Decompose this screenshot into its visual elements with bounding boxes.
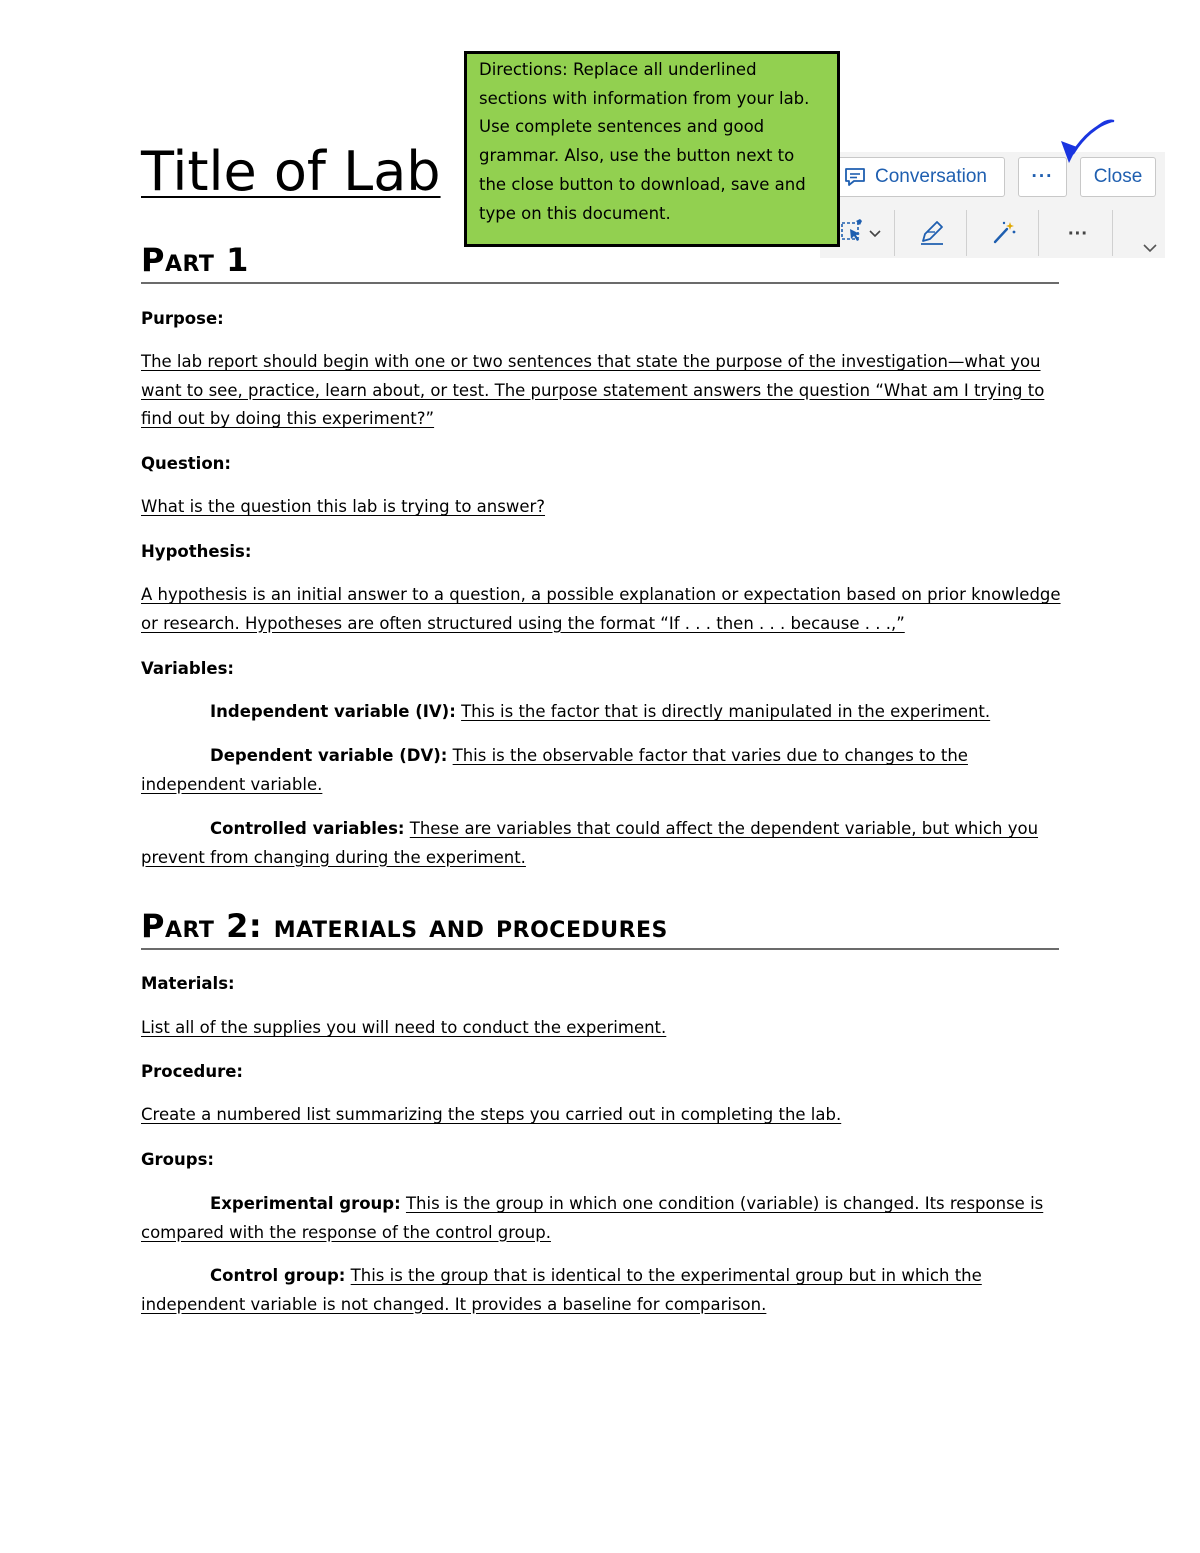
materials-underlined-text: List all of the supplies you will need to conduct the experiment. [141,1018,667,1037]
materials-text [141,1014,1061,1043]
control-group-paragraph [141,1262,1061,1319]
conversation-label: Conversation [875,166,987,187]
purpose-label: Purpose: [141,309,224,328]
cv-text: These are variables that could affect the dependent variable, but which you prevent from changing during the experiment. [141,819,1039,867]
question-underlined-text: What is the question this lab is trying to answer? [141,497,546,516]
chevron-down-icon [868,225,882,244]
magic-wand-button[interactable] [984,214,1024,254]
tools-more-button[interactable] [1056,214,1100,254]
magic-wand-icon [989,217,1019,251]
part1-heading: Part 1 [141,240,1059,284]
iv-label: Independent variable (IV): [210,702,456,721]
toolbar-separator [966,210,967,256]
part2-heading: Part 2: materials and procedures [141,906,1059,950]
more-icon: ··· [1068,222,1088,245]
directions-box [464,51,840,247]
exp-label: Experimental group: [210,1194,401,1213]
groups-label: Groups: [141,1150,214,1169]
close-label: Close [1093,166,1143,187]
directions-text: Directions: Replace all underlined sections with information from your lab. Use complete sentences and good grammar. Also, use the button next to the close button to download, save and type on this document. [479,60,810,223]
experimental-group-paragraph [141,1190,1061,1247]
conversation-icon [843,165,867,189]
question-label: Question: [141,454,232,473]
select-tool-icon [838,217,868,251]
expand-chevron-icon [1142,240,1158,260]
procedure-label: Procedure: [141,1062,244,1081]
pen-button[interactable] [912,214,952,254]
materials-label: Materials: [141,974,235,993]
pen-icon [917,217,947,251]
exp-text: This is the group in which one condition (variable) is changed. Its response is compared with the response of the control group. [141,1194,1044,1242]
question-text [141,493,1061,522]
dv-label: Dependent variable (DV): [210,746,448,765]
arrow-annotation [1055,115,1125,175]
ctrl-label: Control group: [210,1266,346,1285]
hypothesis-text [141,581,1061,638]
dependent-variable-paragraph [141,742,1061,799]
iv-text: This is the factor that is directly manipulated in the experiment. [461,702,991,721]
ctrl-text: This is the group that is identical to the experimental group but in which the independent variable is not changed. It provides a baseline for comparison. [141,1266,982,1314]
expand-toolbar-button[interactable] [1138,238,1162,262]
toolbar-separator [1112,210,1113,256]
toolbar-separator [894,210,895,256]
purpose-text [141,348,1061,434]
hypothesis-label: Hypothesis: [141,542,252,561]
toolbar-separator [1038,210,1039,256]
select-tool-button[interactable] [832,214,888,254]
procedure-text [141,1101,1061,1130]
purpose-underlined-text: The lab report should begin with one or two sentences that state the purpose of the investigation—what you want to see, practice, learn about, or test. The purpose statement answers the question “What am I trying to find out by doing this experiment?” [141,352,1045,428]
hypothesis-underlined-text: A hypothesis is an initial answer to a question, a possible explanation or expectation based on prior knowledge or research. Hypotheses are often structured using the format “If . . . then . . . because . . .,” [141,585,1061,633]
document-title: Title of Lab [141,140,441,203]
variables-label: Variables: [141,659,235,678]
cv-label: Controlled variables: [210,819,405,838]
independent-variable-paragraph [141,698,1061,727]
dv-text: This is the observable factor that varies due to changes to the independent variable. [141,746,968,794]
controlled-variables-paragraph [141,815,1061,872]
conversation-button[interactable] [825,157,1005,197]
more-options-label: ··· [1031,166,1054,187]
procedure-underlined-text: Create a numbered list summarizing the steps you carried out in completing the lab. [141,1105,842,1124]
